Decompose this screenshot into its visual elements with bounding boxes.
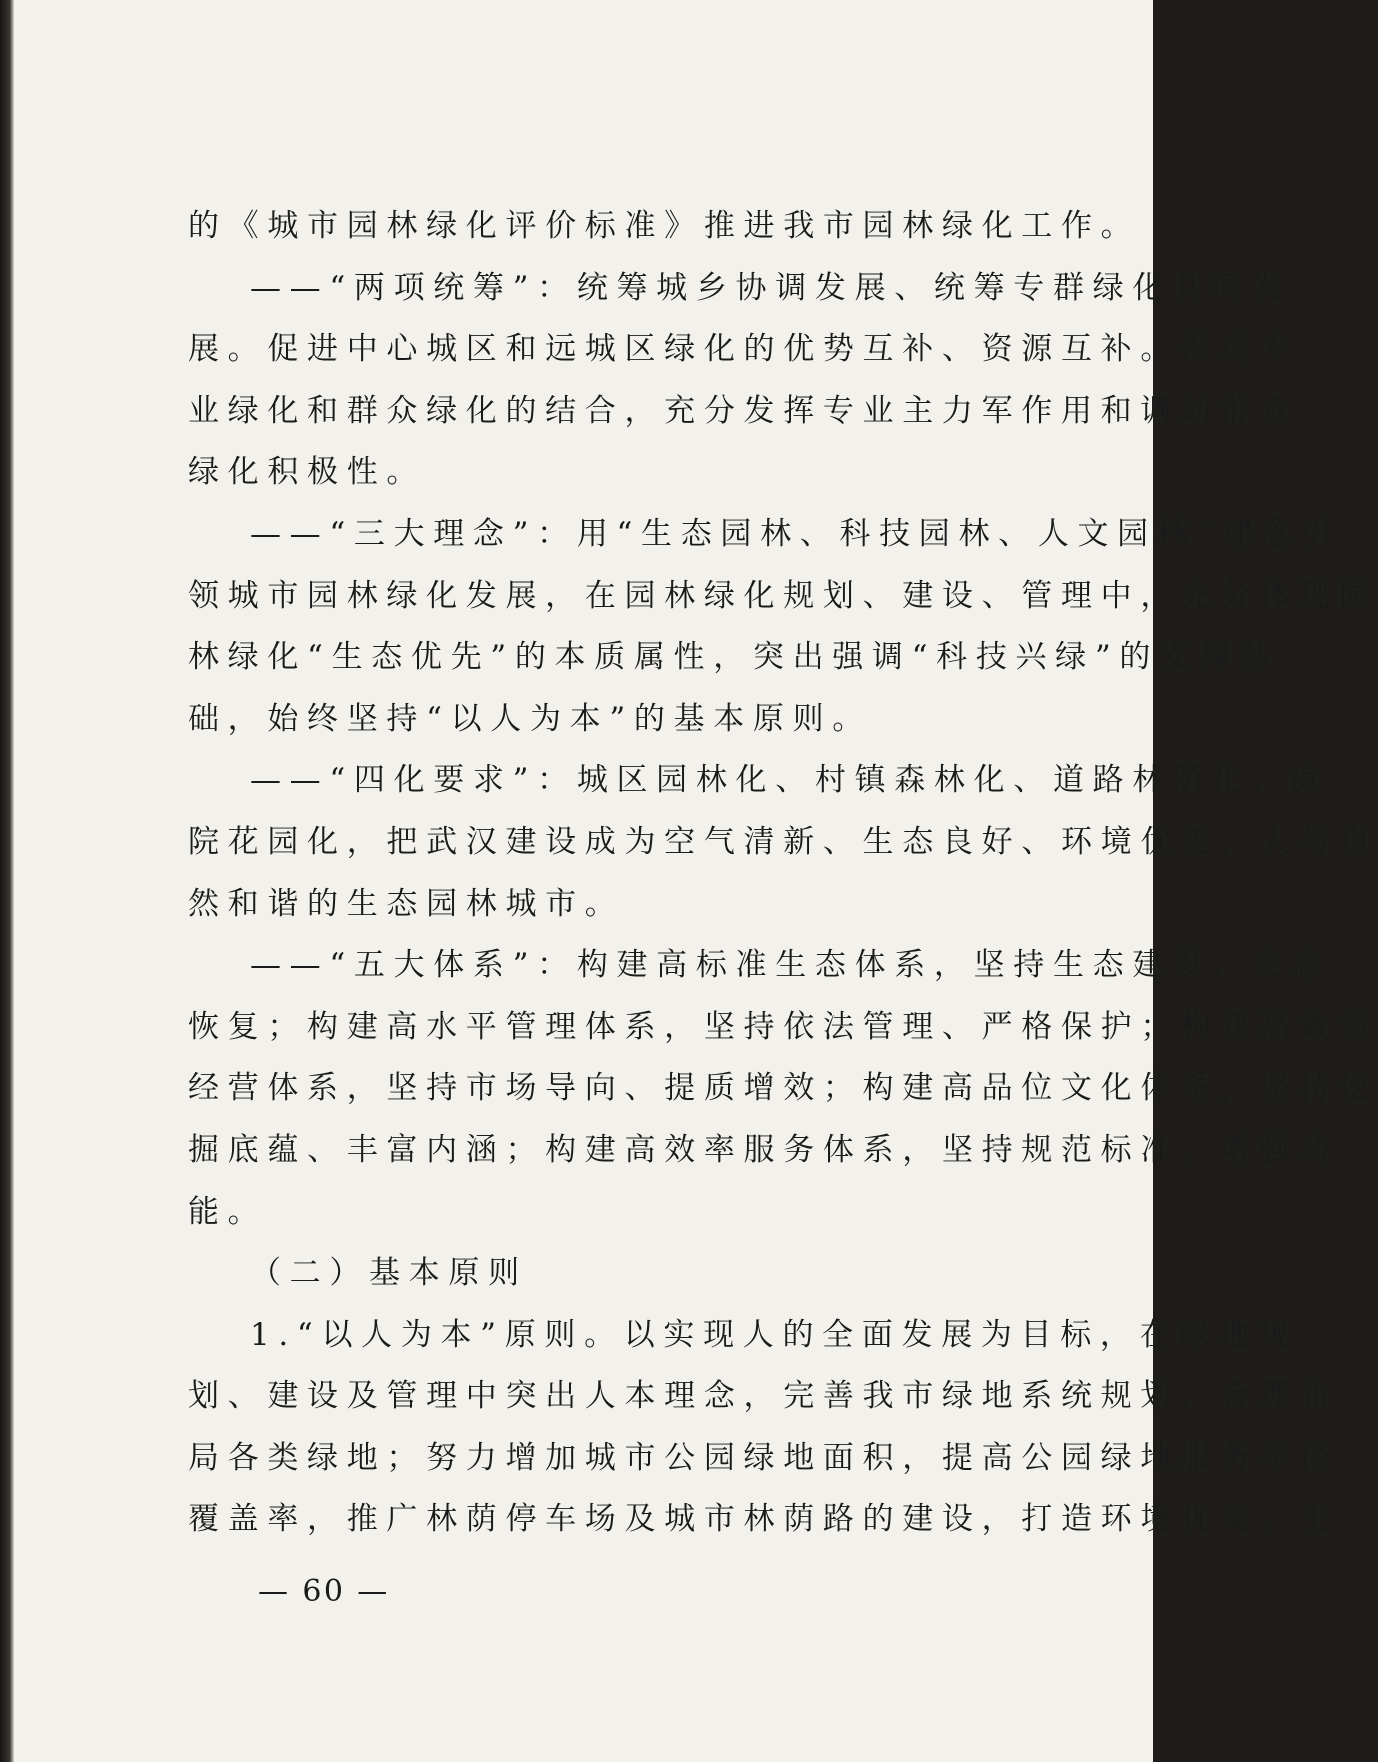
text-line: ——“两项统筹”：统筹城乡协调发展、统筹专群绿化共同发 bbox=[250, 269, 1292, 306]
text-line: 的《城市园林绿化评价标准》推进我市园林绿化工作。 bbox=[188, 208, 1141, 244]
text-line: 能。 bbox=[188, 1193, 268, 1230]
text-line: 础，始终坚持“以人为本”的基本原则。 bbox=[188, 700, 872, 737]
section-heading: （二）基本原则 bbox=[250, 1255, 528, 1292]
text-line: 绿化积极性。 bbox=[188, 454, 427, 491]
text-line: 覆盖率，推广林荫停车场及城市林荫路的建设，打造环境优美、生 bbox=[188, 1501, 1339, 1538]
text-line: ——“三大理念”：用“生态园林、科技园林、人文园林”理念引 bbox=[250, 515, 1341, 552]
text-line: 掘底蕴、丰富内涵；构建高效率服务体系，坚持规范标准、增强功 bbox=[188, 1131, 1339, 1168]
text-line: 局各类绿地；努力增加城市公园绿地面积，提高公园绿地服务半径 bbox=[188, 1439, 1339, 1476]
text-line: 领城市园林绿化发展，在园林绿化规划、建设、管理中，充分体现园 bbox=[188, 577, 1378, 614]
text-line: 1.“以人为本”原则。以实现人的全面发展为目标，在绿地规 bbox=[250, 1316, 1299, 1353]
page-number: — 60 — bbox=[258, 1574, 390, 1609]
text-line: ——“四化要求”：城区园林化、村镇森林化、道路林荫化、庭 bbox=[250, 762, 1331, 799]
text-line: 林绿化“生态优先”的本质属性，突出强调“科技兴绿”的支撑基 bbox=[188, 639, 1279, 676]
text-line: 恢复；构建高水平管理体系，坚持依法管理、严格保护；构建高效益 bbox=[188, 1008, 1378, 1045]
text-line: 业绿化和群众绿化的结合，充分发挥专业主力军作用和调动群众 bbox=[188, 392, 1300, 429]
text-line: 经营体系，坚持市场导向、提质增效；构建高品位文化体系，坚持挖 bbox=[188, 1070, 1378, 1107]
text-line: 然和谐的生态园林城市。 bbox=[188, 885, 625, 922]
body-text bbox=[188, 196, 1378, 1551]
text-line: ——“五大体系”：构建高标准生态体系，坚持生态建设、生态 bbox=[250, 947, 1331, 984]
text-line: 院花园化，把武汉建设成为空气清新、生态良好、环境优美、人与自 bbox=[188, 823, 1378, 860]
text-line: 划、建设及管理中突出人本理念，完善我市绿地系统规划，合理布 bbox=[188, 1378, 1339, 1415]
page-binding-edge bbox=[0, 0, 14, 1762]
text-line: 展。促进中心城区和远城区绿化的优势互补、资源互补。推进专 bbox=[188, 331, 1300, 368]
